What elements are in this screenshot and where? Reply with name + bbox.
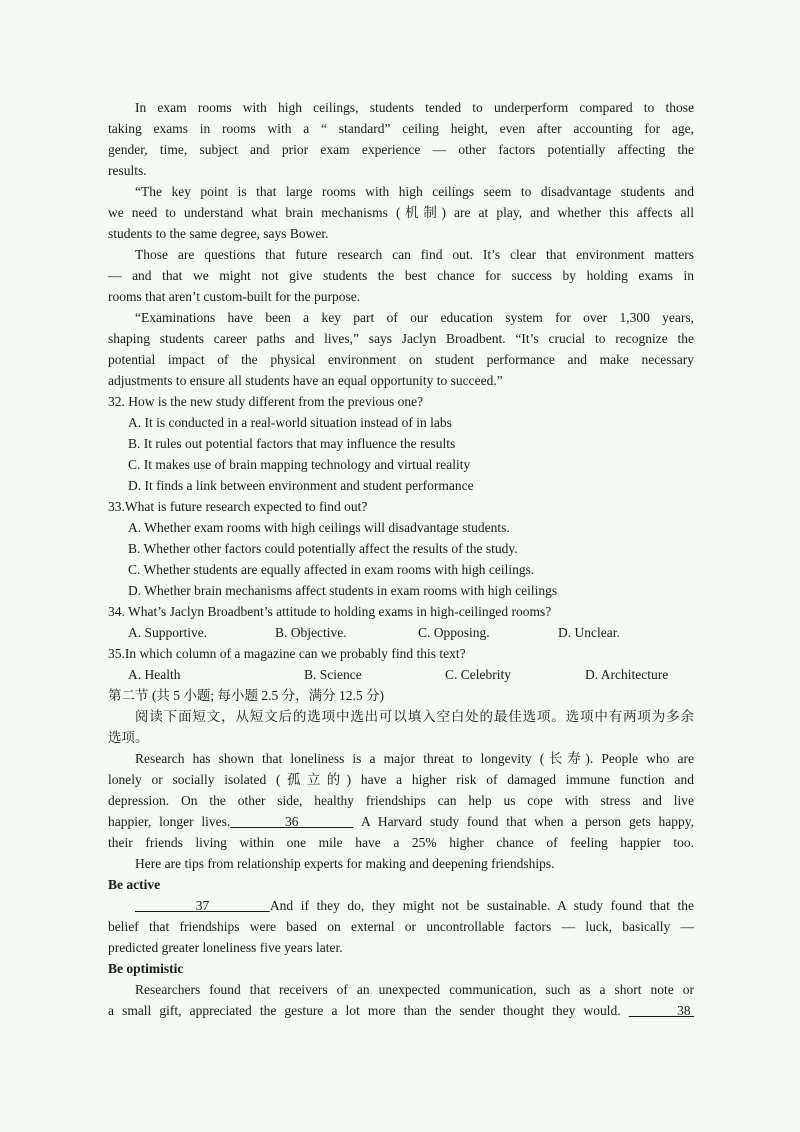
text-line: belief that friendships were based on external or uncontrollable factors — luck, basically —	[108, 919, 694, 934]
text-line: depression. On the other side, healthy friendships can help us cope with stress and live	[108, 793, 694, 808]
q35-option-c: C. Celebrity	[445, 667, 511, 682]
text-line: predicted greater loneliness five years later.	[108, 940, 343, 955]
text-line: “The key point is that large rooms with high ceilings seem to disadvantage students and	[135, 184, 694, 199]
q35-option-d: D. Architecture	[585, 667, 669, 682]
text-line: Research has shown that loneliness is a major threat to longevity (长寿). People who are	[135, 751, 694, 766]
blank-38: 38	[628, 1003, 694, 1018]
text-line: adjustments to ensure all students have an equal opportunity to succeed.”	[108, 373, 503, 388]
q33-option-d: D. Whether brain mechanisms affect students in exam rooms with high ceilings	[128, 583, 558, 598]
text-line: their friends living within one mile have a 25% higher chance of feeling happier too.	[108, 835, 694, 850]
blank-37: 37	[135, 898, 270, 913]
text-line: Those are questions that future research can find out. It’s clear that environment matters	[135, 247, 694, 262]
instruction-line: 阅读下面短文，从短文后的选项中选出可以填入空白处的最佳选项。选项中有两项为多余	[135, 709, 694, 724]
text-segment: a small gift, appreciated the gesture a lot more than the sender thought they would.	[108, 1003, 629, 1018]
text-line: potential impact of the physical environment on student performance and make necessary	[108, 352, 694, 367]
q33-option-b: B. Whether other factors could potentially affect the results of the study.	[128, 541, 518, 556]
subheading-be-optimistic: Be optimistic	[108, 961, 184, 976]
q35-options	[108, 664, 694, 685]
text-line: Researchers found that receivers of an unexpected communication, such as a short note or	[135, 982, 694, 997]
subheading-be-active: Be active	[108, 877, 161, 892]
text-line: taking exams in rooms with a “ standard” ceiling height, even after accounting for age,	[108, 121, 694, 136]
text-line: — and that we might not give students the best chance for success by holding exams in	[108, 268, 694, 283]
text-segment: A Harvard study found that when a person gets happy,	[353, 814, 694, 829]
q33-option-c: C. Whether students are equally affected in exam rooms with high ceilings.	[128, 562, 535, 577]
text-segment: And if they do, they might not be sustainable. A study found that the	[269, 898, 694, 913]
q35-option-a: A. Health	[128, 667, 181, 682]
question-33: 33.What is future research expected to find out?	[108, 499, 368, 514]
q34-option-d: D. Unclear.	[558, 625, 620, 640]
text-line: gender, time, subject and prior exam experience — other factors potentially affecting the	[108, 142, 694, 157]
q34-option-c: C. Opposing.	[418, 625, 490, 640]
text-line-blank-37	[108, 895, 694, 916]
q34-option-b: B. Objective.	[275, 625, 347, 640]
text-line-blank-36	[108, 811, 694, 832]
text-line: rooms that aren’t custom-built for the purpose.	[108, 289, 361, 304]
text-line: “Examinations have been a key part of our education system for over 1,300 years,	[135, 310, 694, 325]
page-content	[108, 97, 694, 1021]
section-heading: 第二节 (共 5 小题; 每小题 2.5 分，满分 12.5 分)	[108, 688, 384, 703]
text-line: we need to understand what brain mechanisms (机制) are at play, and whether this affects all	[108, 205, 694, 220]
text-line: lonely or socially isolated (孤立的) have a higher risk of damaged immune function and	[108, 772, 694, 787]
text-line: In exam rooms with high ceilings, students tended to underperform compared to those	[135, 100, 694, 115]
question-34: 34. What’s Jaclyn Broadbent’s attitude to holding exams in high-ceilinged rooms?	[108, 604, 552, 619]
text-line-blank-38	[108, 1000, 694, 1021]
text-line: results.	[108, 163, 147, 178]
q32-option-c: C. It makes use of brain mapping technology and virtual reality	[128, 457, 471, 472]
text-line: Here are tips from relationship experts for making and deepening friendships.	[135, 856, 555, 871]
q32-option-a: A. It is conducted in a real-world situation instead of in labs	[128, 415, 452, 430]
question-35: 35.In which column of a magazine can we probably find this text?	[108, 646, 466, 661]
q32-option-d: D. It finds a link between environment and student performance	[128, 478, 474, 493]
instruction-line: 选项。	[108, 730, 149, 745]
q32-option-b: B. It rules out potential factors that may influence the results	[128, 436, 456, 451]
q33-option-a: A. Whether exam rooms with high ceilings will disadvantage students.	[128, 520, 510, 535]
text-line: students to the same degree, says Bower.	[108, 226, 329, 241]
q34-options	[108, 622, 694, 643]
text-segment: happier, longer lives.	[108, 814, 231, 829]
q35-option-b: B. Science	[304, 667, 362, 682]
q34-option-a: A. Supportive.	[128, 625, 208, 640]
question-32: 32. How is the new study different from the previous one?	[108, 394, 424, 409]
text-line: shaping students career paths and lives,” says Jaclyn Broadbent. “It’s crucial to recognize the	[108, 331, 694, 346]
blank-36: 36	[230, 814, 354, 829]
